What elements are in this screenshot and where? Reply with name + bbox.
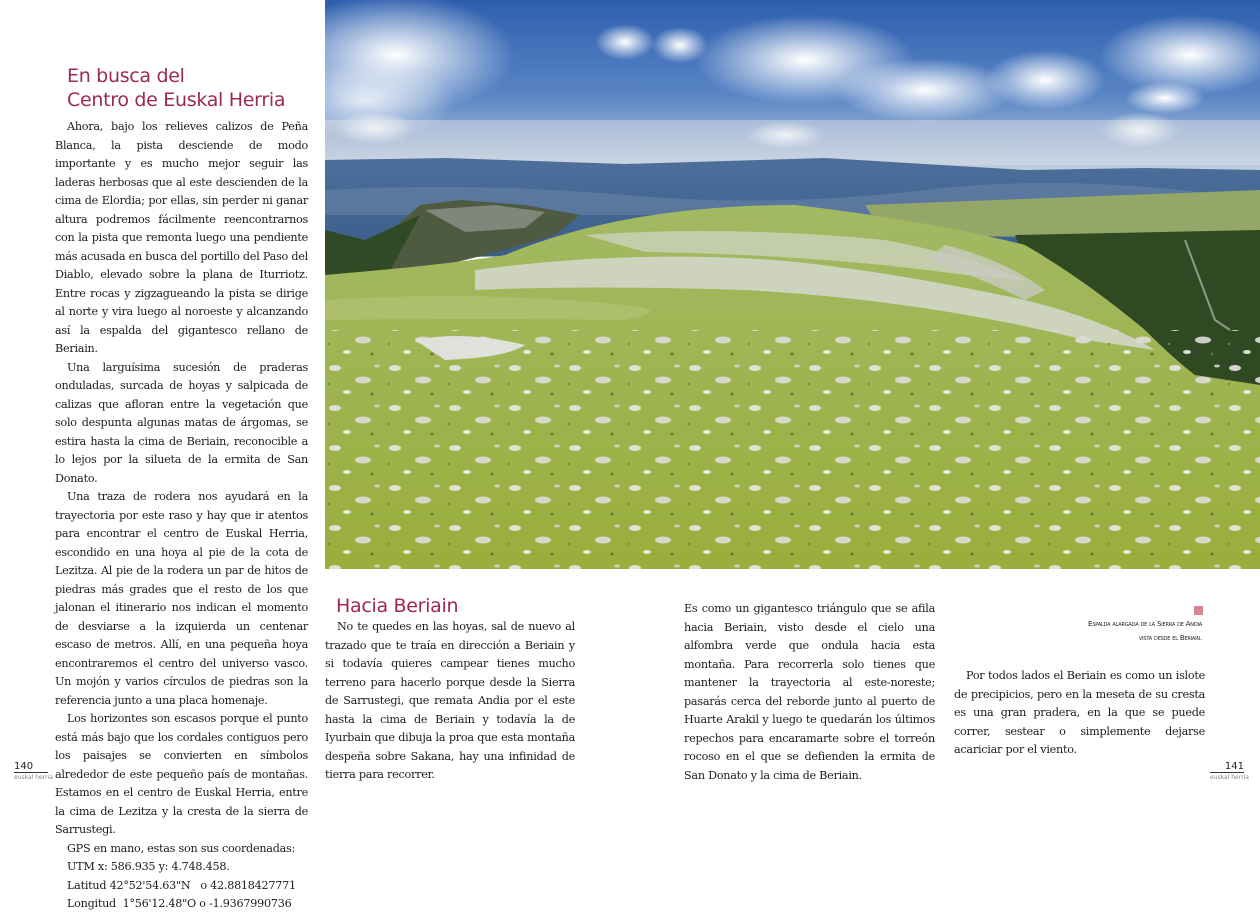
magazine-name: euskal herria — [1210, 774, 1249, 781]
left-page-body — [55, 118, 308, 914]
body-paragraph: Una larguísima sucesión de praderas onduladas, surcada de hoyas y salpicada de calizas que afloran entre la vegetación que solo despunta algunas matas de árgomas, se estira hasta la cima de Beriain, reconocible a lo lejos por la silueta de la ermita de San Donato. — [55, 360, 308, 485]
gps-line: Longitud 1°56'12.48"O o -1.9367990736 — [67, 897, 292, 910]
photo-caption — [1088, 617, 1202, 645]
body-paragraph: Ahora, bajo los relieves calizos de Peña Blanca, la pista desciende de modo importante y es mucho mejor seguir las laderas herbosas que al este descienden de la cima de Elordia; por ellas, sin perder ni ganar altura podremos fácilmente reencontrarnos con la pista que remonta luego una pendiente más acusada en busca del portillo del Paso del Diablo, elevado sobre la plana de Iturriotz. Entre rocas y zigzagueando la pista se dirige al norte y vira luego al noroeste y alcanzando así la espalda del gigantesco rellano de Beriain. — [55, 120, 308, 355]
body-paragraph: Una traza de rodera nos ayudará en la trayectoria por este raso y hay que ir atentos para encontrar el centro de Euskal Herria, escondido en una hoya al pie de la cota de Lezitza. Al pie de la rodera un par de hitos de piedras más grades que el resto de los que jalonan el itinerario nos indican el momento de desviarse a la izquierda un centenar escaso de metros. Allí, en una pequeña hoya encontraremos el centro del universo vasco. Un mojón y varios círculos de piedras son la referencia junto a una placa homenaje. — [55, 490, 308, 707]
folio-left — [14, 761, 53, 782]
body-paragraph: No te quedes en las hoyas, sal de nuevo al trazado que te traía en dirección a Beriain y si todavía quieres campear tienes mucho terreno para hacerlo porque desde la Sierra de Sarrustegi, que remata Andia por el este hasta la cima de Beriain y todavía la de Iyurbain que dibuja la proa que esta montaña despeña sobre Sakana, hay una infinidad de tierra para recorrer. — [325, 620, 575, 781]
heading-line-2: Centro de Euskal Herria — [67, 89, 286, 111]
right-col-2 — [684, 600, 935, 785]
magazine-name: euskal herria — [14, 774, 53, 781]
body-paragraph: Por todos lados el Beriain es como un islote de precipicios, pero en la meseta de su cresta es una gran pradera, en la que se puede correr, sestear o simplemente dejarse acariciar por el viento. — [954, 669, 1205, 756]
gps-line: GPS en mano, estas son sus coordenadas: — [67, 841, 296, 855]
right-col-3 — [954, 667, 1205, 760]
caption-marker — [1194, 606, 1203, 615]
rock-scatter — [325, 330, 1260, 569]
caption-line-1: Espalda alargada de la Sierra de Andia — [1088, 620, 1202, 628]
page-number: 140 — [14, 761, 48, 773]
section-heading-hacia-beriain: Hacia Beriain — [336, 595, 459, 617]
heading-line-1: En busca del — [67, 65, 185, 87]
landscape-photo — [325, 0, 1260, 569]
right-col-1 — [325, 618, 575, 785]
body-paragraph: Es como un gigantesco triángulo que se afila hacia Beriain, visto desde el cielo una alfombra verde que ondula hacia esta montaña. Para recorrerla solo tienes que mantener la trayectoria al este-noreste; pasarás cerca del reborde junto al puerto de Huarte Arakil y luego te quedarán los últimos repechos para encaramarte sobre el torreón rocoso en el que se defienden la ermita de San Donato y la cima de Beriain. — [684, 602, 935, 782]
gps-line: UTM x: 586.935 y: 4.748.458. — [67, 860, 230, 873]
page-number: 141 — [1210, 761, 1244, 773]
section-heading-en-busca — [67, 64, 285, 112]
gps-line: Latitud 42°52'54.63"N o 42.8818427771 — [67, 878, 296, 892]
photo-illustration — [325, 0, 1260, 569]
caption-line-2: vista desde el Beriain. — [1138, 634, 1202, 642]
folio-right — [1210, 761, 1249, 782]
body-paragraph: Los horizontes son escasos porque el punto está más bajo que los cordales contiguos pero los paisajes se convierten en símbolos alrededor de este pequeño país de montañas. Estamos en el centro de Euskal Herria, entre la cima de Lezitza y la cresta de la sierra de Sarrustegi. — [55, 712, 308, 836]
